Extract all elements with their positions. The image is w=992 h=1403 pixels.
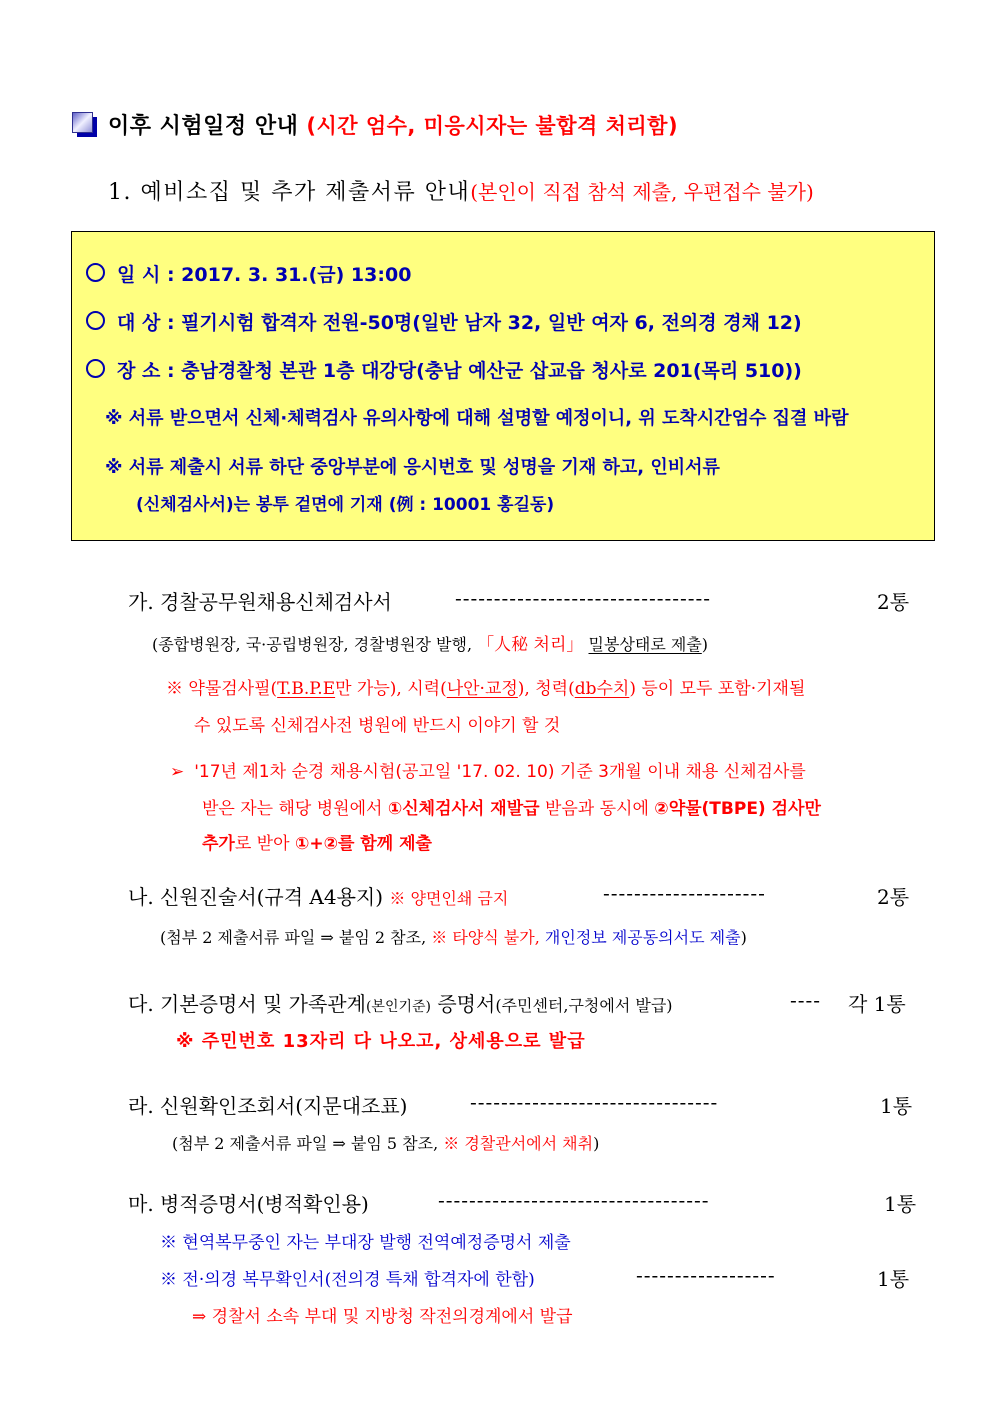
item-ga-leader: --------------------------------- xyxy=(455,586,712,610)
item-da-title: 다. 기본증명서 및 가족관계(본인기준) 증명서(주민센터,구청에서 발급) xyxy=(128,992,673,1016)
item-na-sub: (첨부 2 제출서류 파일 ⇒ 붙임 2 참조, ※ 타양식 불가, 개인정보 제공동의서도 제출) xyxy=(160,928,747,947)
item-ra-count: 1통 xyxy=(880,1094,913,1118)
info-box xyxy=(71,231,935,541)
item-ma-note2-leader: ------------------ xyxy=(636,1263,776,1287)
subsection-title: 1. 예비소집 및 추가 제출서류 안내(본인이 직접 참석 제출, 우편접수 불가) xyxy=(108,180,814,205)
item-da-count: 각 1통 xyxy=(848,992,906,1016)
item-ga-warning: ※ 약물검사필(T.B.P.E만 가능), 시력(나안·교정), 청력(db수치) 등이 모두 포함·기재될 xyxy=(166,679,806,699)
item-na-red-note: ※ 양면인쇄 금지 xyxy=(389,889,509,908)
item-da-leader: ---- xyxy=(790,988,822,1012)
square-bullet-icon xyxy=(72,112,98,138)
item-ma-note1: ※ 현역복무중인 자는 부대장 발행 전역예정증명서 제출 xyxy=(160,1233,571,1253)
item-da-note: ※ 주민번호 13자리 다 나오고, 상세용으로 발급 xyxy=(176,1031,586,1052)
section-title-note: (시간 엄수, 미응시자는 불합격 처리함) xyxy=(306,113,679,138)
info-note-submission-cont: (신체검사서)는 봉투 겉면에 기재 (例 : 10001 홍길동) xyxy=(136,495,555,515)
item-ra-title: 라. 신원확인조회서(지문대조표) xyxy=(128,1094,408,1118)
item-ra-leader: -------------------------------- xyxy=(470,1090,719,1114)
info-note-submission: ※ 서류 제출시 서류 하단 중앙부분에 응시번호 및 성명을 기재 하고, 인비서류 xyxy=(105,457,720,478)
item-ma-count: 1통 xyxy=(884,1192,917,1216)
item-na-title: 나. 신원진술서(규격 A4용지) ※ 양면인쇄 금지 xyxy=(128,885,509,909)
info-row-target: 대 상 : 필기시험 합격자 전원-50명(일반 남자 32, 일반 여자 6, 전의경 경채 12) xyxy=(86,308,802,335)
item-ga-title: 가. 경찰공무원채용신체검사서 xyxy=(128,590,392,614)
section-title: 이후 시험일정 안내 xyxy=(108,114,299,139)
item-ma-note2-count: 1통 xyxy=(877,1267,910,1291)
item-na-leader: --------------------- xyxy=(603,881,766,905)
circle-bullet-icon xyxy=(86,359,105,378)
arrowhead-icon: ➢ xyxy=(170,762,185,782)
item-ga-arrow-note-line3: 추가로 받아 ①+②를 함께 제출 xyxy=(202,834,432,854)
item-na-count: 2통 xyxy=(877,885,910,909)
info-row-datetime: 일 시 : 2017. 3. 31.(금) 13:00 xyxy=(86,260,411,287)
item-ra-sub: (첨부 2 제출서류 파일 ⇒ 붙임 5 참조, ※ 경찰관서에서 채취) xyxy=(172,1134,600,1153)
circle-bullet-icon xyxy=(86,263,105,282)
info-note-briefing: ※ 서류 받으면서 신체·체력검사 유의사항에 대해 설명할 예정이니, 위 도착시간엄수 집결 바람 xyxy=(105,408,849,429)
item-ma-note3: ⇒ 경찰서 소속 부대 및 지방청 작전의경계에서 발급 xyxy=(192,1307,573,1327)
subsection-title-note: (본인이 직접 참석 제출, 우편접수 불가) xyxy=(470,180,814,204)
item-ma-title: 마. 병적증명서(병적확인용) xyxy=(128,1192,369,1216)
item-ga-sub: (종합병원장, 국·공립병원장, 경찰병원장 발행, 「人秘 처리」 밀봉상태로 제출) xyxy=(152,635,709,655)
item-ga-arrow-note: ➢ '17년 제1차 순경 채용시험(공고일 '17. 02. 10) 기준 3개월 이내 채용 신체검사를 xyxy=(170,762,806,782)
item-ga-count: 2통 xyxy=(877,590,910,614)
item-ga-arrow-note-line2: 받은 자는 해당 병원에서 ①신체검사서 재발급 받음과 동시에 ②약물(TBPE) 검사만 xyxy=(202,799,821,819)
info-row-location: 장 소 : 충남경찰청 본관 1층 대강당(충남 예산군 삽교읍 청사로 201(목리 510)) xyxy=(86,356,802,383)
section-header xyxy=(72,109,678,140)
circle-bullet-icon xyxy=(86,311,105,330)
item-ga-warning-cont: 수 있도록 신체검사전 병원에 반드시 이야기 할 것 xyxy=(194,716,561,736)
item-ma-note2: ※ 전·의경 복무확인서(전의경 특채 합격자에 한함) xyxy=(160,1270,535,1290)
item-ma-leader: ----------------------------------- xyxy=(438,1188,710,1212)
